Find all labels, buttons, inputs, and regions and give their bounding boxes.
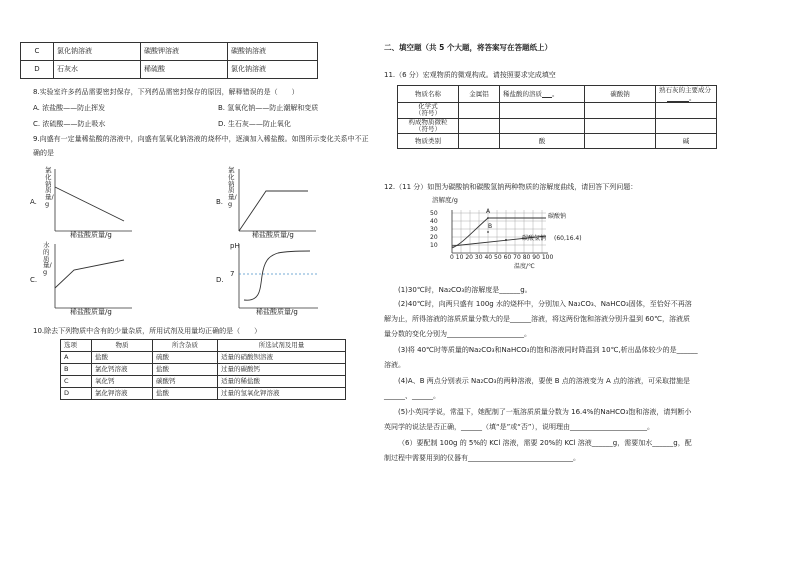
x-tick: 80 [522, 254, 531, 261]
table-row [61, 388, 346, 400]
table-cell: 过量的氢氧化钾溶液 [218, 388, 346, 400]
q12-part3-line1: (3)将 40℃时等质量的Na₂CO₃和NaHCO₃的饱和溶液同时降温到 10℃,析出晶体较少的是______ [398, 346, 698, 354]
option-letter-d: D. [216, 276, 224, 284]
table-cell: 适量的稀盐酸 [218, 376, 346, 388]
table-cell: 氯化钾溶液 [92, 388, 153, 400]
table-cell: A [61, 352, 92, 364]
q8-option-a[interactable]: A. 浓盐酸——防止挥发 [33, 104, 106, 112]
x-ticks [450, 254, 553, 262]
table-cell: 过量的碳酸钙 [218, 364, 346, 376]
table-cell: 盐酸 [153, 388, 218, 400]
answer-cell[interactable] [459, 118, 500, 133]
answer-cell[interactable] [585, 118, 656, 133]
table-cell: 碳酸钾溶液 [141, 43, 228, 61]
x-tick: 30 [474, 254, 483, 261]
table-cell: C [21, 43, 54, 61]
chart-xlabel: 温度/℃ [514, 263, 535, 270]
q12-part2-line3: 量分数的变化分别为______________________。 [384, 330, 531, 338]
table-header-row [61, 340, 346, 352]
answer-cell[interactable] [459, 103, 500, 118]
q12-part4-line2: ______、______。 [384, 392, 440, 400]
table-cell: D [21, 61, 54, 79]
graph-a-xlabel: 稀盐酸质量/g [70, 231, 112, 239]
q7-table-continuation [20, 42, 318, 79]
x-tick: 10 [455, 254, 464, 261]
point-b-label: B [488, 223, 493, 230]
graph-a-ylabel: 氯化钠质量/g [45, 166, 54, 209]
graph-d-ylabel: pH [230, 242, 240, 250]
table-cell: D [61, 388, 92, 400]
q9-graph-b[interactable] [216, 165, 316, 241]
table-cell: 氯化钠溶液 [54, 43, 141, 61]
x-tick: 40 [484, 254, 493, 261]
q12-part2-line1: (2)40℃时，向两只盛有 100g 水的烧杯中，分别加入 Na₂CO₃、NaHCO₃固体，至恰好不再溶 [398, 300, 692, 308]
y-tick: 40 [430, 218, 438, 225]
q8-option-d[interactable]: D. 生石灰——防止氧化 [218, 120, 291, 128]
q12-part2-line2: 解为止，所得溶液的溶质质量分数大的是______溶液，将这两份饱和溶液分别升温到 60℃，溶液质 [384, 315, 690, 323]
table-cell: 适量的硝酸钡溶液 [218, 352, 346, 364]
answer-cell[interactable] [585, 133, 656, 148]
q12-part5-line1: (5)小英同学说，常温下，她配制了一瓶溶质质量分数为 16.4%的NaHCO₃饱和溶液，请判断小 [398, 408, 692, 416]
blank-mark: 。 [689, 94, 696, 103]
y-tick: 20 [430, 234, 438, 241]
q12-part1: (1)30℃时，Na₂CO₃的溶解度是______g。 [398, 286, 532, 294]
table-cell: 石灰水 [54, 61, 141, 79]
column-header: 金属铝 [459, 86, 500, 103]
q12-part6-line1: （6）要配制 100g 的 5%的 KCl 溶液，需要 20%的 KCl 溶液______g，需要加水______g，配 [398, 439, 692, 447]
chart-ylabel: 溶解度/g [432, 196, 458, 204]
column-header: 物质名称 [398, 86, 459, 103]
option-letter-a: A. [30, 198, 37, 206]
table-row [398, 133, 717, 148]
answer-cell[interactable] [500, 103, 585, 118]
table-cell: 氯化钙溶液 [92, 364, 153, 376]
table-row [398, 118, 717, 133]
graph-c-xlabel: 稀盐酸质量/g [70, 308, 112, 316]
answer-cell[interactable] [459, 133, 500, 148]
table-row [61, 364, 346, 376]
row-label-text: 构成物质微粒 [408, 117, 448, 126]
answer-cell[interactable] [585, 103, 656, 118]
q12-stem: 12.（11 分）如图为碳酸钠和碳酸氢钠两种物质的溶解度曲线，请回答下列问题： [384, 183, 638, 191]
x-tick: 20 [465, 254, 473, 261]
table-row [21, 61, 318, 79]
column-header-with-blank [500, 86, 585, 103]
x-tick: 0 [450, 254, 454, 261]
row-label-text: （符号） [415, 124, 441, 133]
q8-stem: 8.实验室许多药品需要密封保存，下列药品需密封保存的原因，解释错误的是（ ） [33, 88, 299, 96]
y-tick: 10 [430, 242, 438, 249]
answer-cell[interactable] [656, 103, 717, 118]
label-point-60: (60,16.4) [554, 235, 582, 242]
table-cell: 盐酸 [92, 352, 153, 364]
column-header: 熟石灰的主要成分 [659, 86, 711, 94]
graph-d-xlabel: 稀盐酸质量/g [256, 308, 298, 316]
table-cell: 稀硫酸 [141, 61, 228, 79]
q9-graph-d[interactable] [216, 240, 320, 318]
q9-graph-c[interactable] [30, 240, 130, 318]
row-label: 物质类别 [398, 133, 459, 148]
row-label [398, 103, 459, 118]
section2-title: 二、填空题（共 5 个大题，将答案写在答题纸上） [384, 43, 552, 52]
answer-blank[interactable] [667, 94, 689, 102]
column-header: 碳酸钠 [585, 86, 656, 103]
y-tick: 30 [430, 226, 438, 233]
table-cell: 氧化钙 [92, 376, 153, 388]
answer-blank[interactable] [542, 90, 552, 98]
graph-b-plot [236, 169, 316, 233]
table-row [61, 376, 346, 388]
q8-option-b[interactable]: B. 氢氧化钠——防止潮解和变质 [218, 104, 319, 112]
x-tick: 100 [541, 254, 554, 261]
category-acid: 酸 [500, 133, 585, 148]
option-letter-c: C. [30, 276, 38, 284]
answer-cell[interactable] [656, 118, 717, 133]
graph-d-tick-7: 7 [230, 270, 235, 278]
column-header: 所选试剂及用量 [218, 340, 346, 352]
x-tick: 70 [513, 254, 521, 261]
table-cell: 硫酸 [153, 352, 218, 364]
table-header-row [398, 86, 717, 103]
q10-stem: 10.除去下列物质中含有的少量杂质，所用试剂及用量均正确的是（ ） [33, 327, 262, 335]
q9-stem-line2: 确的是 [33, 149, 54, 157]
q9-stem-line1: 9.向盛有一定量稀盐酸的溶液中，向盛有氢氧化钠溶液的烧杯中，逐滴加入稀盐酸。如图所示变化关系中不正 [33, 135, 369, 143]
table-row [398, 103, 717, 118]
option-letter-b: B. [216, 198, 224, 206]
q11-table [397, 85, 717, 149]
table-cell: 盐酸 [153, 364, 218, 376]
x-tick: 90 [532, 254, 540, 261]
column-header: 物质 [92, 340, 153, 352]
q12-part6-line2: 制过程中需要用到的仪器有______________________________。 [384, 454, 580, 462]
q11-stem: 11.（6 分）宏观物质的微观构成。请按照要求完成填空 [384, 71, 556, 79]
blank-mark: 。 [552, 90, 559, 99]
table-cell: B [61, 364, 92, 376]
table-cell: 碳酸钠溶液 [228, 43, 318, 61]
chart-plot [450, 210, 550, 254]
label-nahco3: 碳酸氢钠 [522, 235, 547, 242]
graph-b-ylabel: 氯化钠质量/g [228, 166, 237, 209]
q9-graph-a[interactable] [30, 165, 130, 241]
q10-table [60, 339, 346, 400]
row-label-text: 化学式 [418, 102, 438, 111]
column-header: 选项 [61, 340, 92, 352]
column-header: 稀盐酸的溶质 [503, 90, 542, 99]
graph-b-xlabel: 稀盐酸质量/g [252, 231, 294, 239]
q12-part3-line2: 溶液。 [384, 361, 405, 369]
category-base: 碱 [656, 133, 717, 148]
solubility-chart [430, 196, 600, 272]
table-row [21, 43, 318, 61]
table-row [61, 352, 346, 364]
answer-cell[interactable] [500, 118, 585, 133]
point-a-label: A [486, 208, 491, 215]
row-label-text: （符号） [415, 109, 441, 118]
table-cell: 氯化钠溶液 [228, 61, 318, 79]
graph-a-plot [52, 169, 132, 233]
graph-c-ylabel: 水的质量/g [43, 241, 52, 277]
row-label [398, 118, 459, 133]
q12-part5-line2: 英同学的说法是否正确，______（填“是”或“否”），说明理由______________________。 [384, 423, 655, 431]
q8-option-c[interactable]: C. 浓硫酸——防止吸水 [33, 120, 106, 128]
column-header-with-blank [656, 86, 717, 103]
x-tick: 50 [494, 254, 502, 261]
table-cell: 碳酸钙 [153, 376, 218, 388]
label-na2co3: 碳酸钠 [548, 213, 567, 220]
column-header: 所含杂质 [153, 340, 218, 352]
y-tick: 50 [430, 210, 438, 217]
graph-c-plot [52, 244, 132, 310]
x-tick: 60 [503, 254, 512, 261]
q12-part4-line1: (4)A、B 两点分别表示 Na₂CO₃的两种溶液，要使 B 点的溶液变为 A 点的溶液，可采取措施是 [398, 377, 690, 385]
table-cell: C [61, 376, 92, 388]
graph-d-plot [236, 244, 320, 310]
